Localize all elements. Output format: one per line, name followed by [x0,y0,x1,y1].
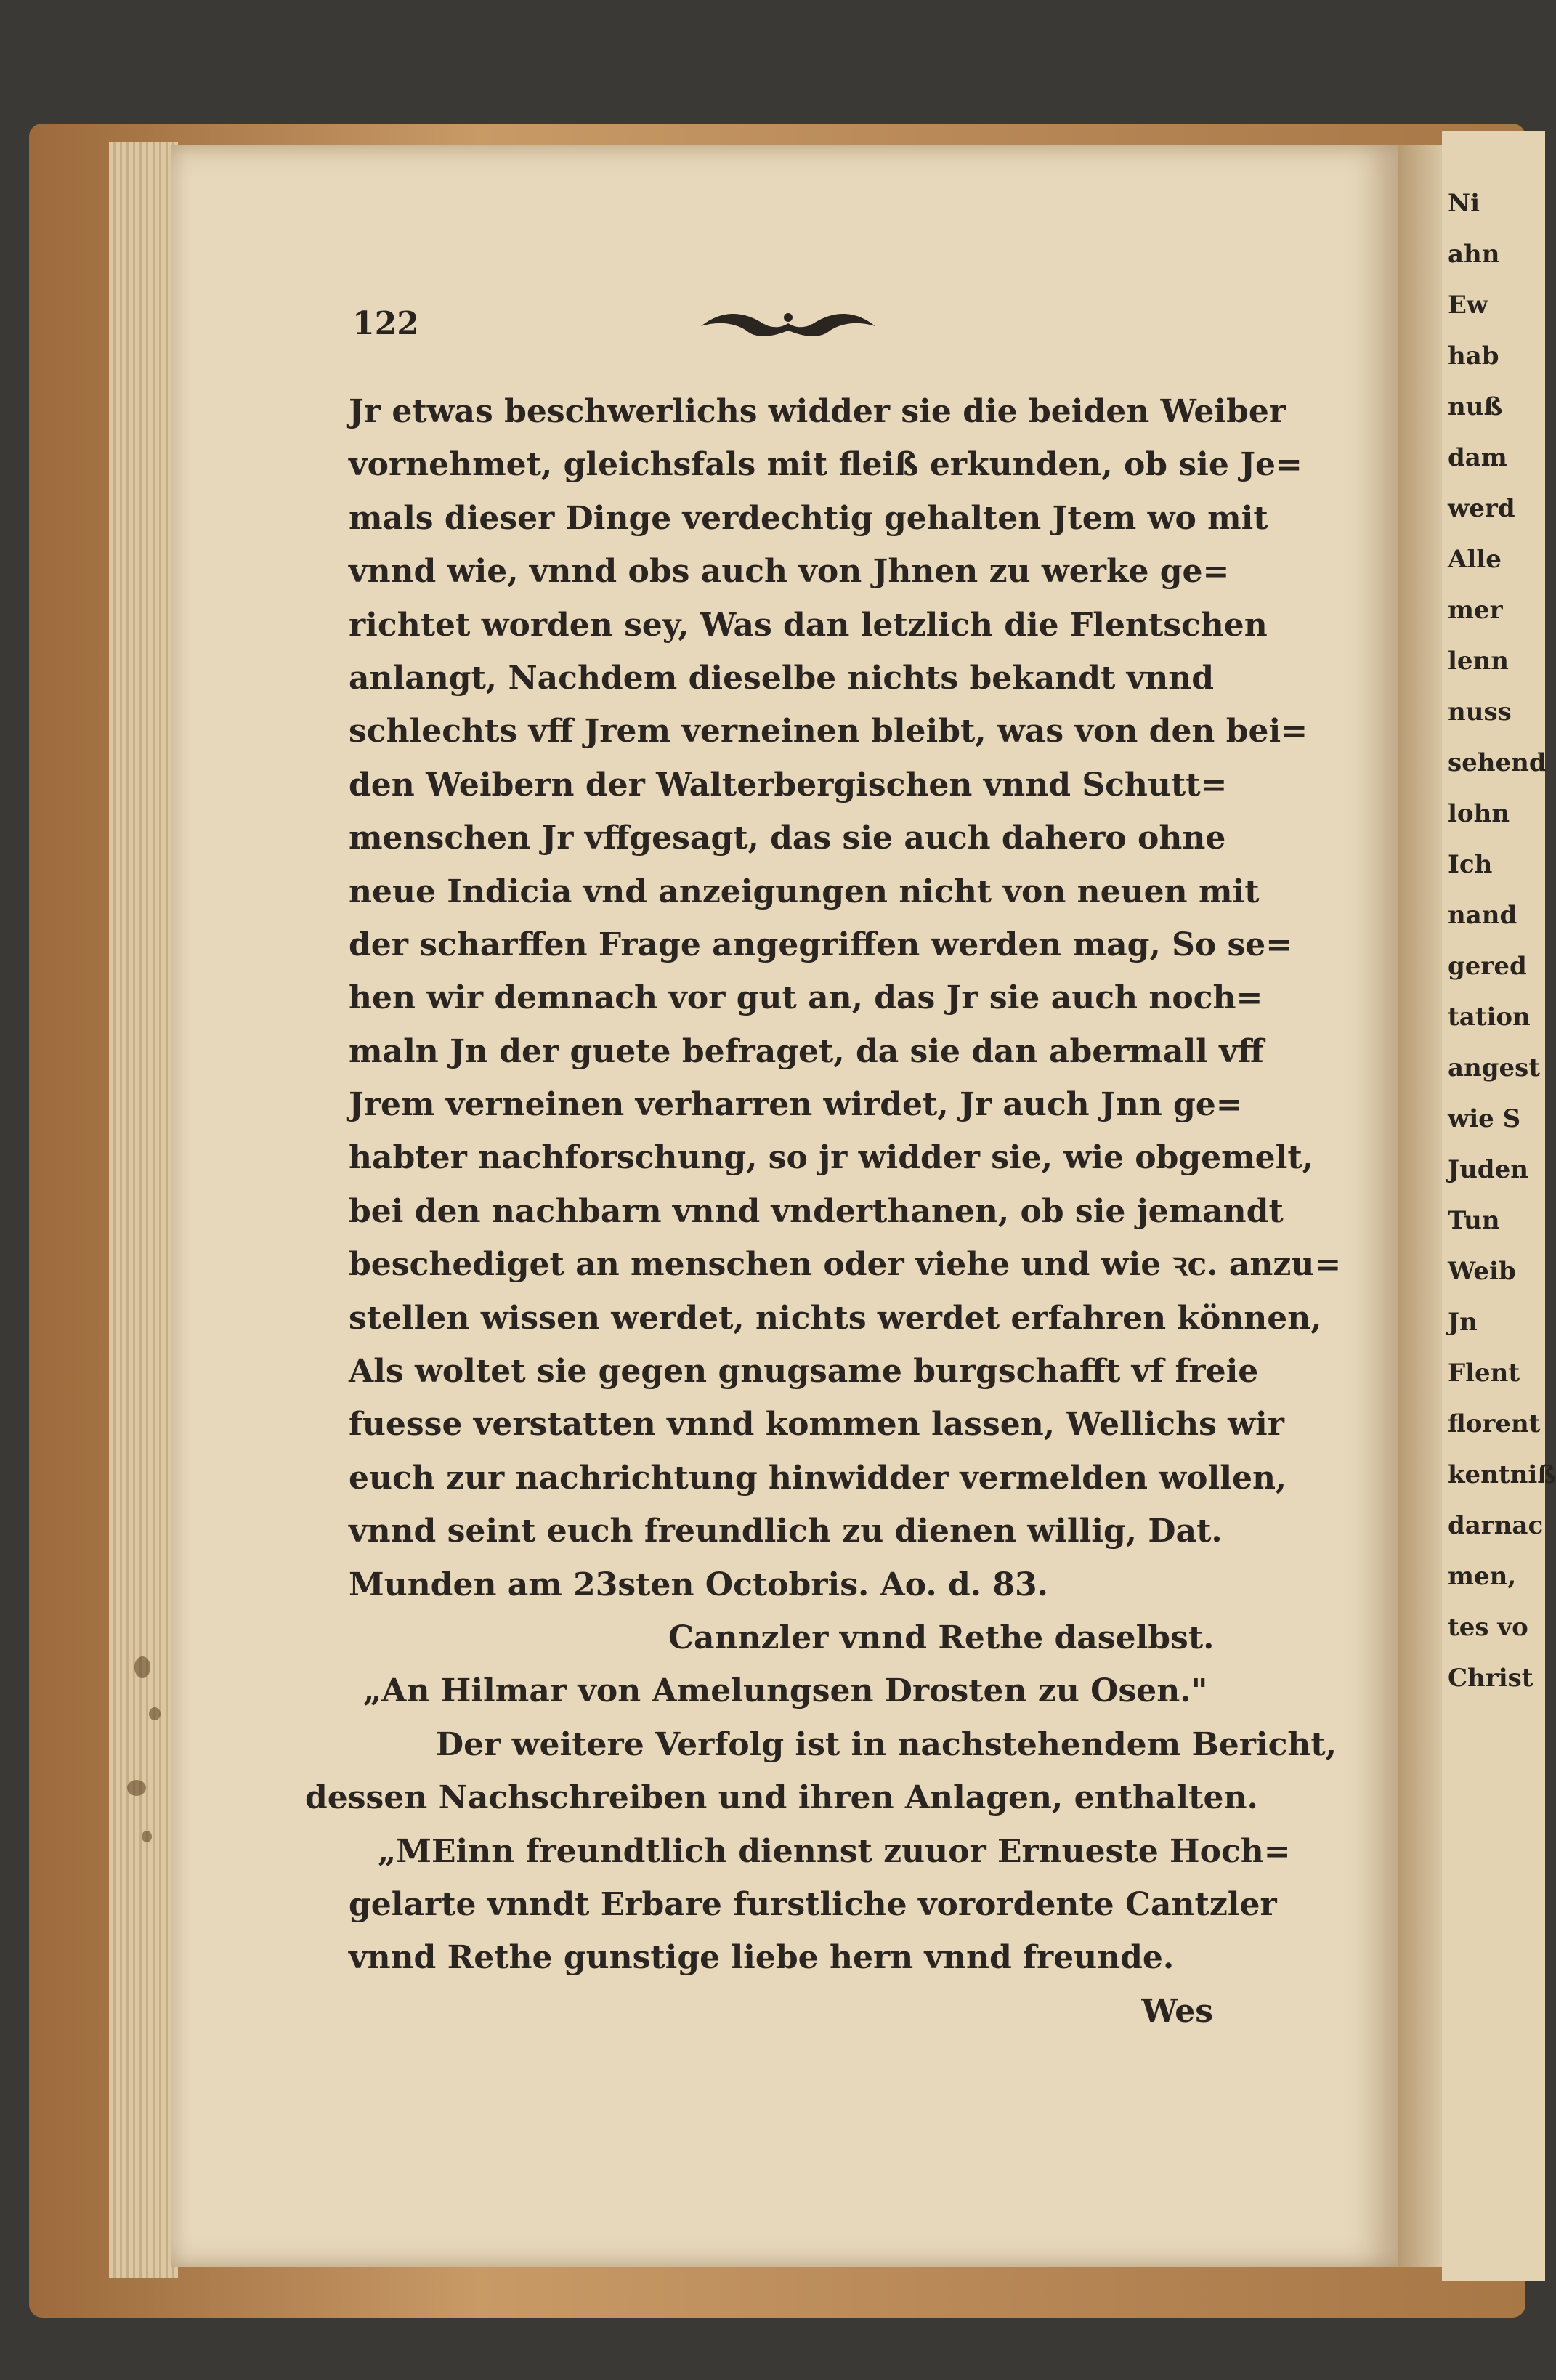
text-line: Jrem verneinen verharren wirdet, Jr auch Jnn ge= [349,1086,1243,1124]
text-line: Als woltet sie gegen gnugsame burgschafft vf freie [349,1353,1259,1391]
next-page-word: ahn [1448,240,1500,269]
foxing-spot [149,1707,161,1720]
next-page-word: mer [1448,596,1503,625]
next-page-word: angest [1448,1053,1541,1082]
signature-line: Cannzler vnnd Rethe daselbst. [668,1619,1215,1656]
next-page-word: Ni [1448,189,1480,218]
text-line: gelarte vnndt Erbare furstliche vorordente Cantzler [349,1885,1277,1923]
text-line: vnnd wie, vnnd obs auch von Jhnen zu werke ge= [349,553,1230,591]
next-page-word: Ich [1448,850,1493,879]
text-line: Munden am 23sten Octobris. Ao. d. 83. [349,1566,1048,1603]
next-page-word: gered [1448,952,1527,981]
text-line: hen wir demnach vor gut an, das Jr sie auch noch= [349,979,1263,1017]
text-line: maln Jn der guete befraget, da sie dan abermall vff [349,1032,1264,1070]
next-page-word: Alle [1448,545,1502,574]
next-page-word: dam [1448,443,1507,472]
ornament-icon [694,301,883,345]
next-page-word: florent [1448,1409,1541,1438]
text-line: fuesse verstatten vnnd kommen lassen, Wellichs wir [349,1406,1284,1444]
text-line: menschen Jr vffgesagt, das sie auch dahero ohne [349,819,1226,857]
next-page-word: nuß [1448,392,1503,421]
next-page-word: Tun [1448,1206,1500,1235]
text-line: habter nachforschung, so jr widder sie, wie obgemelt, [349,1139,1314,1177]
text-line: richtet worden sey, Was dan letzlich die Flentschen [349,606,1268,644]
text-line: schlechts vff Jrem verneinen bleibt, was von den bei= [349,713,1308,750]
next-page-word: Ew [1448,291,1488,320]
text-line: vnnd seint euch freundlich zu dienen willig, Dat. [349,1513,1223,1550]
next-page-word: men, [1448,1562,1517,1591]
text-line: anlangt, Nachdem dieselbe nichts bekandt vnnd [349,659,1214,697]
next-page-word: sehend [1448,748,1547,777]
text-line: Jr etwas beschwerlichs widder sie die beiden Weiber [349,393,1286,430]
foxing-spot [134,1656,150,1678]
next-page-word: kentniß [1448,1460,1556,1489]
next-page-word: nand [1448,901,1517,930]
next-page-word: hab [1448,341,1499,371]
next-page-word: Juden [1448,1155,1528,1184]
next-page-word: Weib [1448,1257,1516,1286]
catchword: Wes [1141,1992,1213,2030]
next-page-word: wie S [1448,1104,1521,1133]
next-page-word: lenn [1448,647,1509,676]
text-line: bei den nachbarn vnnd vnderthanen, ob sie jemandt [349,1192,1284,1230]
text-line: beschediget an menschen oder viehe und wie ꝛc. anzu= [349,1246,1342,1284]
text-line: Der weitere Verfolg ist in nachstehendem Bericht, [436,1725,1337,1763]
text-line: der scharffen Frage angegriffen werden mag, So se= [349,926,1293,963]
next-page-word: tation [1448,1003,1531,1032]
text-line: vnnd Rethe gunstige liebe hern vnnd freunde. [349,1939,1175,1977]
next-page-word: Christ [1448,1664,1533,1693]
book-gutter [1398,145,1442,2267]
page-number: 122 [352,305,419,342]
next-page-fragment [1442,131,1556,2281]
text-line: mals dieser Dinge verdechtig gehalten Jtem wo mit [349,499,1268,537]
main-text [305,385,1342,2038]
text-line: stellen wissen werdet, nichts werdet erfahren können, [349,1299,1322,1337]
next-page-word: nuss [1448,697,1512,726]
text-line: neue Indicia vnd anzeigungen nicht von neuen mit [349,873,1260,910]
next-page-word: Jn [1448,1308,1478,1337]
text-line: euch zur nachrichtung hinwidder vermelden wollen, [349,1459,1287,1497]
foxing-spot [127,1780,146,1796]
text-line: den Weibern der Walterbergischen vnnd Schutt= [349,766,1228,804]
next-page-word: darnac [1448,1511,1544,1540]
next-page-word: lohn [1448,799,1510,828]
address-line: „An Hilmar von Amelungsen Drosten zu Osen." [363,1672,1208,1710]
text-line: dessen Nachschreiben und ihren Anlagen, enthalten. [305,1779,1258,1817]
next-page-word: tes vo [1448,1613,1528,1642]
next-page-word: werd [1448,494,1515,523]
page-edges [109,142,178,2278]
foxing-spot [142,1831,152,1842]
text-line: „MEinn freundtlich diennst zuuor Ernueste Hoch= [378,1832,1291,1870]
next-page-word: Flent [1448,1359,1520,1388]
text-line: vornehmet, gleichsfals mit fleiß erkunden, ob sie Je= [349,446,1302,484]
